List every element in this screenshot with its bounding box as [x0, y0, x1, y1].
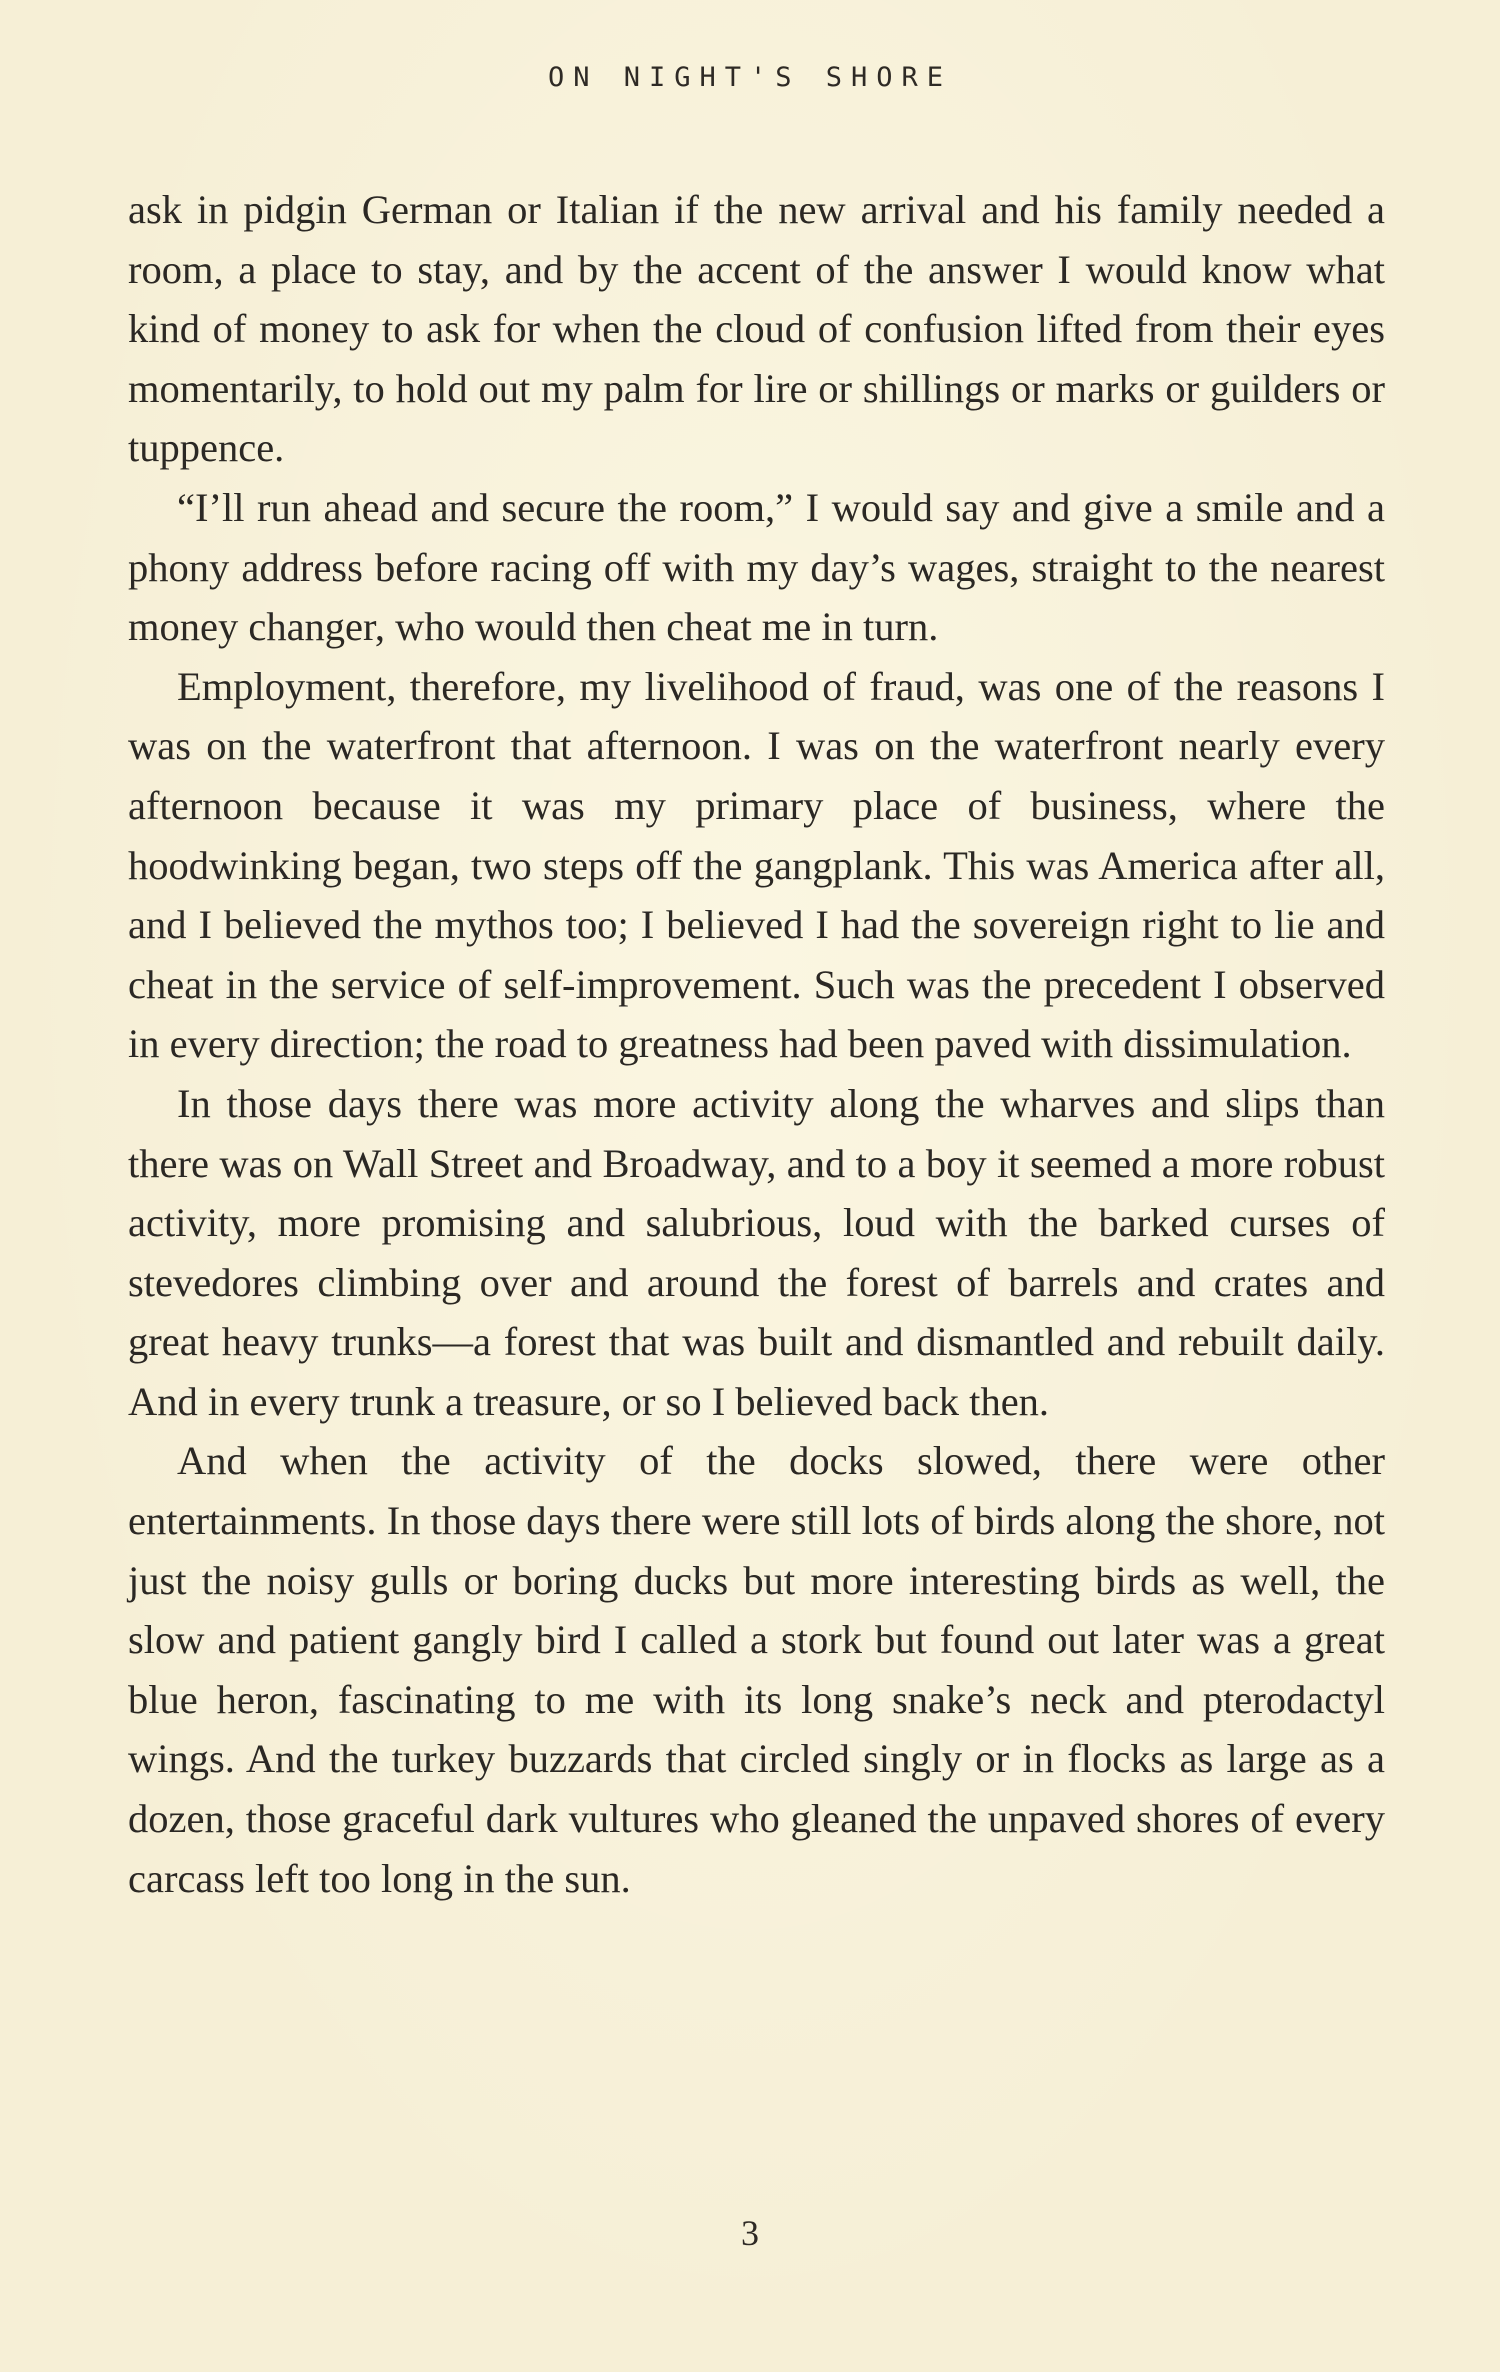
- page-number: 3: [741, 2213, 759, 2253]
- paragraph: “I’ll run ahead and secure the room,” I would say and give a smile and a phony address before racing off with my day’s wages, straight to the nearest money changer, who would then cheat me in turn.: [128, 484, 1385, 650]
- paragraph: Employment, therefore, my livelihood of fraud, was one of the reasons I was on the waterfront that afternoon. I was on the waterfront nearly every afternoon because it was my primary place of business, where the hoodwinking began, two steps off the gangplank. This was America after all, and I believed the mythos too; I believed I had the sovereign right to lie and cheat in the service of self-improvement. Such was the precedent I observed in every direction; the road to greatness had been paved with dissimulation.: [128, 663, 1385, 1067]
- paragraph: And when the activity of the docks slowed, there were other entertainments. In those days there were still lots of birds along the shore, not just the noisy gulls or boring ducks but more interesting birds as well, the slow and patient gangly bird I called a stork but found out later was a great blue heron, fascinating to me with its long snake’s neck and pterodactyl wings. And the turkey buzzards that circled singly or in flocks as large as a dozen, those graceful dark vultures who gleaned the unpaved shores of every carcass left too long in the sun.: [128, 1438, 1385, 1901]
- paragraph: In those days there was more activity along the wharves and slips than there was on Wall Street and Broadway, and to a boy it seemed a more robust activity, more promising and salubrious, loud with the barked curses of stevedores climbing over and around the forest of barrels and crates and great heavy trunks—a forest that was built and dismantled and rebuilt daily. And in every trunk a treasure, or so I believed back then.: [128, 1080, 1385, 1424]
- running-head: ON NIGHT'S SHORE: [547, 62, 953, 93]
- body-text: [128, 180, 1385, 1908]
- paragraph-continuation: ask in pidgin German or Italian if the new arrival and his family needed a room, a place to stay, and by the accent of the answer I would know what kind of money to ask for when the cloud of confusion lifted from their eyes momentarily, to hold out my palm for lire or shillings or marks or guilders or tuppence.: [128, 187, 1385, 471]
